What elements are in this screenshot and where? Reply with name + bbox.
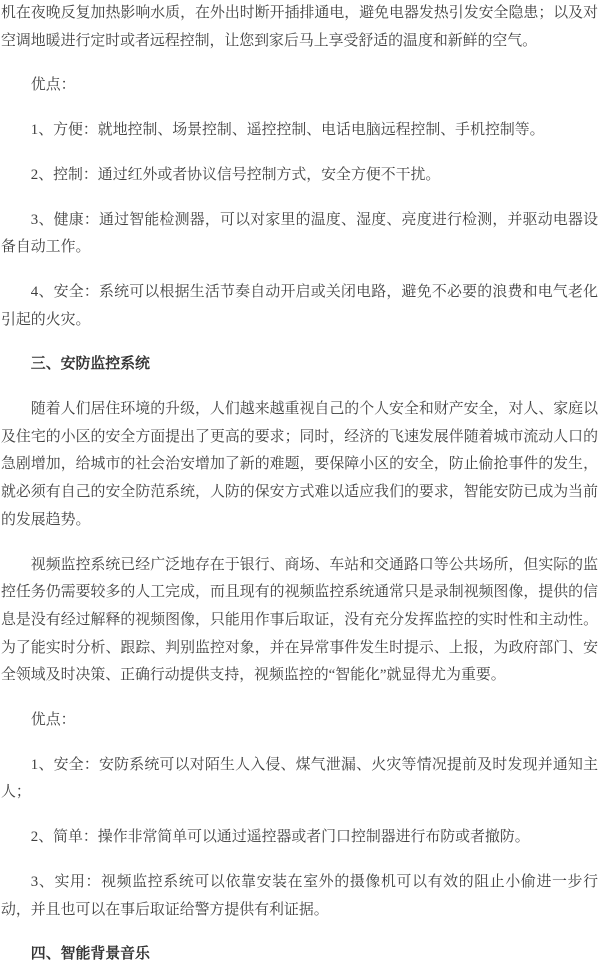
security-advantage-safety: 1、安全：安防系统可以对陌生人入侵、煤气泄漏、火灾等情况提前及时发现并通知主人； (1, 756, 598, 801)
advantages-label: 优点： (30, 77, 76, 94)
video-monitoring-paragraph: 视频监控系统已经广泛地存在于银行、商场、车站和交通路口等公共场所，但实际的监控任务仍需要较多的人工完成，而且现有的视频监控系统通常只是录制视频图像，提供的信息是没有经过解释的视频图像，只能用作事后取证，没有充分发挥监控的实时性和主动性。为了能实时分析、跟踪、判别监控对象，并在异常事件发生时提示、上报，为政府部门、安全领域及时决策、正确行动提供支持，视频监控的“智能化”就显得尤为重要。 (1, 556, 598, 684)
advantage-item-health: 3、健康：通过智能检测器，可以对家里的温度、湿度、亮度进行检测，并驱动电器设备自动工作。 (1, 211, 598, 256)
section-heading-background-music: 四、智能背景音乐 (30, 946, 150, 963)
advantage-item-control: 2、控制：通过红外或者协议信号控制方式，安全方便不干扰。 (30, 166, 441, 183)
advantages-label-second: 优点： (30, 712, 76, 729)
advantage-item-convenience: 1、方便：就地控制、场景控制、遥控控制、电话电脑远程控制、手机控制等。 (30, 122, 545, 139)
security-advantage-practical: 3、实用：视频监控系统可以依靠安装在室外的摄像机可以有效的阻止小偷进一步行动，并且也可以在事后取证给警方提供有利证据。 (1, 873, 598, 918)
security-context-paragraph: 随着人们居住环境的升级，人们越来越重视自己的个人安全和财产安全，对人、家庭以及住宅的小区的安全方面提出了更高的要求；同时，经济的飞速发展伴随着城市流动人口的急剧增加，给城市的社会治安增加了新的难题，要保障小区的安全，防止偷抢事件的发生，就必须有自己的安全防范系统，人防的保安方式难以适应我们的要求，智能安防已成为当前的发展趋势。 (1, 401, 598, 528)
intro-continuation-paragraph: 机在夜晚反复加热影响水质，在外出时断开插排通电，避免电器发热引发安全隐患；以及对空调地暖进行定时或者远程控制，让您到家后马上享受舒适的温度和新鲜的空气。 (1, 5, 598, 49)
section-heading-security-monitoring: 三、安防监控系统 (30, 356, 150, 373)
security-advantage-simple: 2、简单：操作非常简单可以通过遥控器或者门口控制器进行布防或者撤防。 (30, 829, 530, 846)
advantage-item-safety: 4、安全：系统可以根据生活节奏自动开启或关闭电路，避免不必要的浪费和电气老化引起的火灾。 (1, 283, 598, 328)
